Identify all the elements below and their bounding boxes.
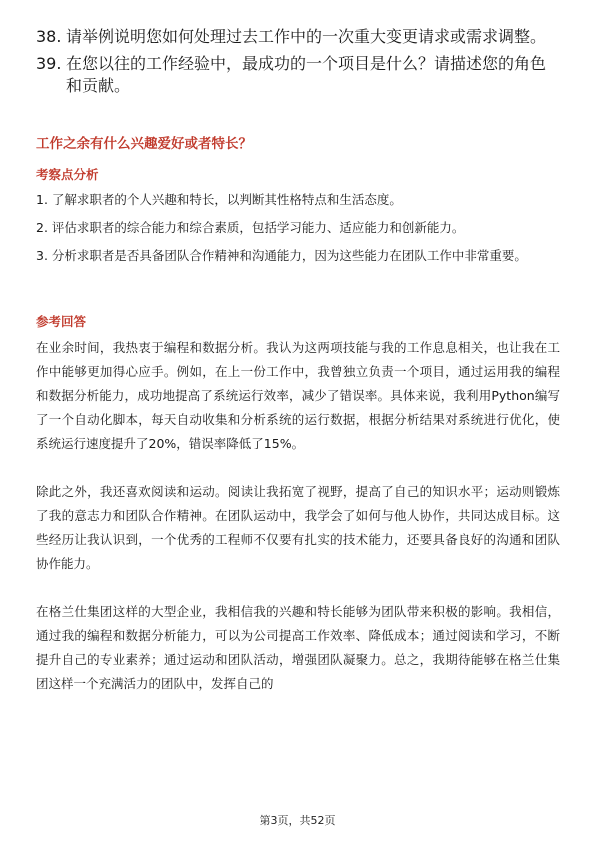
paragraph-spacer (36, 576, 560, 600)
page-footer: 第3页，共52页 (259, 814, 336, 827)
answer-paragraph: 除此之外，我还喜欢阅读和运动。阅读让我拓宽了视野，提高了自己的知识水平；运动则锻炼了我的意志力和团队合作精神。在团队运动中，我学会了如何与他人协作，共同达成目标。这些经历让我认识到，一个优秀的工程师不仅要有扎实的技术能力，还要具备良好的沟通和团队协作能力。 (36, 484, 560, 571)
question-text: 请举例说明您如何处理过去工作中的一次重大变更请求或需求调整。 (66, 27, 547, 46)
answer-paragraph: 在格兰仕集团这样的大型企业，我相信我的兴趣和特长能够为团队带来积极的影响。我相信，通过我的编程和数据分析能力，可以为公司提高工作效率、降低成本；通过阅读和学习，不断提升自己的专业素养；通过运动和团队活动，增强团队凝聚力。总之，我期待能够在格兰仕集团这样一个充满活力的团队中，发挥自己的 (36, 604, 560, 691)
section-title: 工作之余有什么兴趣爱好或者特长？ (36, 136, 252, 152)
paragraph-spacer (36, 456, 560, 480)
answer-title: 参考回答 (36, 314, 87, 329)
points-title: 考察点分析 (36, 167, 99, 182)
question-text: 在您以往的工作经验中，最成功的一个项目是什么？请描述您的角色和贡献。 (66, 54, 547, 95)
analysis-point: 3. 分析求职者是否具备团队合作精神和沟通能力，因为这些能力在团队工作中非常重要。 (36, 248, 527, 263)
reference-answer (36, 336, 560, 696)
analysis-point: 1. 了解求职者的个人兴趣和特长，以判断其性格特点和生活态度。 (36, 192, 402, 207)
question-item (36, 53, 560, 97)
analysis-point: 2. 评估求职者的综合能力和综合素质，包括学习能力、适应能力和创新能力。 (36, 220, 465, 235)
analysis-points (36, 188, 560, 272)
answer-paragraph: 在业余时间，我热衷于编程和数据分析。我认为这两项技能与我的工作息息相关，也让我在工作中能够更加得心应手。例如，在上一份工作中，我曾独立负责一个项目，通过运用我的编程和数据分析能力，成功地提高了系统运行效率，减少了错误率。具体来说，我利用Python编写了一个自动化脚本，每天自动收集和分析系统的运行数据，根据分析结果对系统进行优化，使系统运行速度提升了20%，错误率降低了15%。 (36, 340, 560, 451)
question-item (36, 26, 560, 48)
question-list (36, 26, 560, 102)
question-number: 39. (36, 54, 62, 73)
question-number: 38. (36, 27, 62, 46)
